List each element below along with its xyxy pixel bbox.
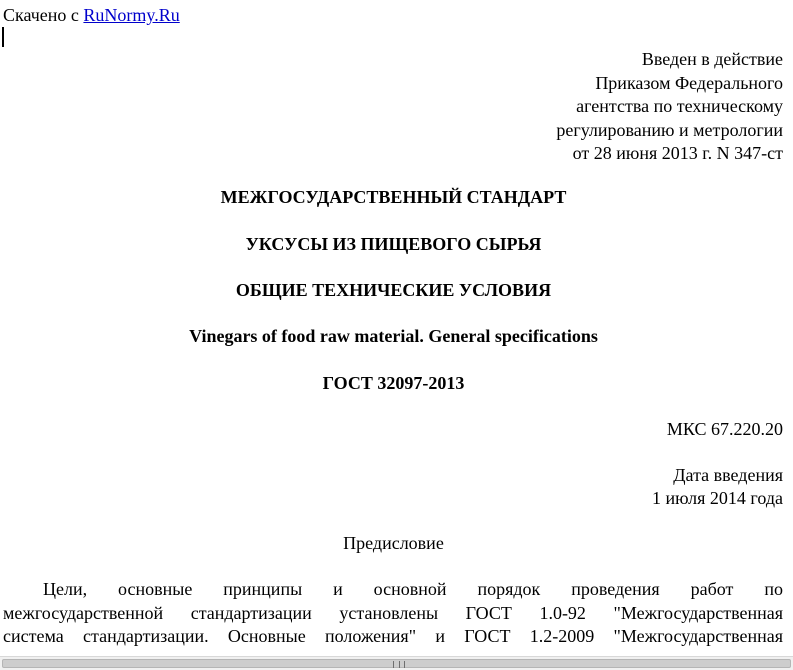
mks-code: МКС 67.220.20 [666,419,783,439]
gost-number-heading: ГОСТ 32097-2013 [322,373,465,393]
scrollbar-thumb[interactable] [2,659,791,668]
paragraph-line: межгосударственной стандартизации установлены ГОСТ 1.0-92 "Межгосударственная [3,602,783,623]
enactment-line: агентства по техническому [576,96,783,116]
standard-type-heading: МЕЖГОСУДАРСТВЕННЫЙ СТАНДАРТ [220,187,567,207]
preface-title: Предисловие [343,533,444,553]
enactment-line: от 28 июня 2013 г. N 347-ст [572,143,783,163]
english-title-heading: Vinegars of food raw material. General specifications [189,326,598,346]
source-line [3,4,180,26]
introduction-date-label: Дата введения [673,465,783,485]
introduction-date-value: 1 июля 2014 года [652,488,783,508]
text-cursor [2,27,4,47]
source-prefix: Скачено с [3,5,79,25]
horizontal-scrollbar[interactable] [0,656,793,670]
enactment-line: регулированию и метрологии [556,119,783,140]
enactment-block [383,48,783,166]
grip-lines-icon [393,661,405,668]
title-heading: УКСУСЫ ИЗ ПИЩЕВОГО СЫРЬЯ [245,234,542,254]
source-link[interactable]: RuNormy.Ru [83,5,180,25]
paragraph-line: система стандартизации. Основные положения" и ГОСТ 1.2-2009 "Межгосударственная [3,626,783,646]
enactment-line: Введен в действие [641,49,783,69]
paragraph-line: Цели, основные принципы и основной порядок проведения работ по [43,579,783,599]
subtitle-heading: ОБЩИЕ ТЕХНИЧЕСКИЕ УСЛОВИЯ [235,280,552,300]
preface-paragraph [3,578,783,649]
enactment-line: Приказом Федерального [595,72,783,93]
